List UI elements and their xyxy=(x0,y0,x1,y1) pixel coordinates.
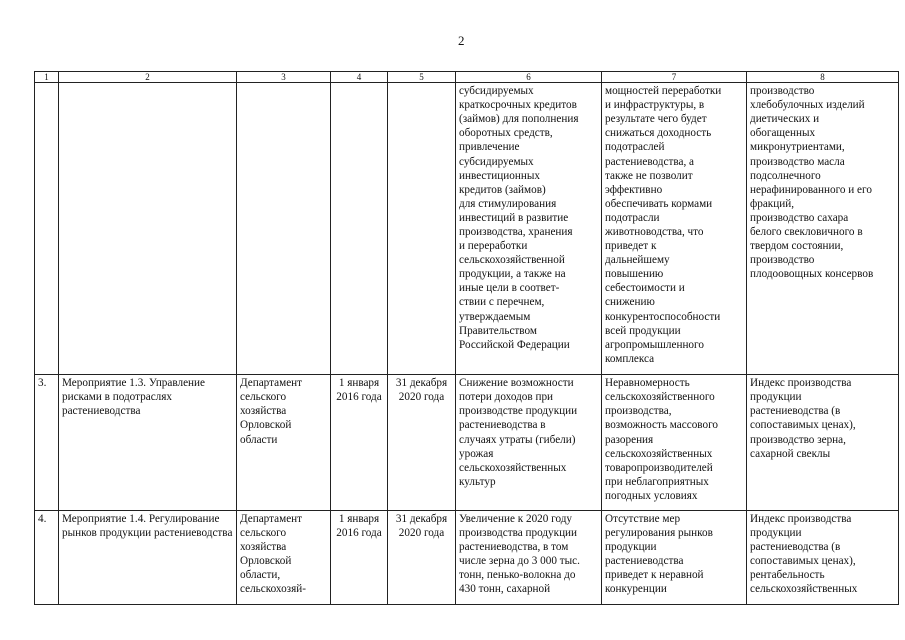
column-header: 1 xyxy=(35,72,59,83)
indicators: Индекс производства продукции растениеводства (в сопоставимых ценах), рентабельность сельскохозяйственных xyxy=(747,510,899,604)
measure-name: Мероприятие 1.4. Регулирование рынков продукции растениеводства xyxy=(59,510,237,604)
start-date: 1 января 2016 года xyxy=(331,375,388,511)
expected-result: Снижение возможности потери доходов при производстве продукции растениеводства в случаях утраты (гибели) урожая сельскохозяйственных культур xyxy=(456,375,602,511)
row-number: 4. xyxy=(35,510,59,604)
expected-result: Увеличение к 2020 году производства продукции растениеводства, в том числе зерна до 3 000 тыс. тонн, пенько-волокна до 430 тонн, сахарной xyxy=(456,510,602,604)
start-date: 1 января 2016 года xyxy=(331,510,388,604)
end-date: 31 декабря 2020 года xyxy=(388,375,456,511)
table-row xyxy=(35,83,899,375)
executor: Департамент сельского хозяйства Орловской области, сельскохозяй- xyxy=(237,510,331,604)
consequences: мощностей переработки и инфраструктуры, в результате чего будет снижаться доходность подотраслей растениеводства, а также не позволит эффективно обеспечивать кормами подотрасли животноводства, что приведет к дальнейшему повышению себестоимости и снижению конкурентоспособности всей продукции агропромышленного комплекса xyxy=(602,83,747,375)
column-header: 2 xyxy=(59,72,237,83)
column-header: 5 xyxy=(388,72,456,83)
table-row xyxy=(35,510,899,604)
table-header-row xyxy=(35,72,899,83)
column-header: 4 xyxy=(331,72,388,83)
row-number: 3. xyxy=(35,375,59,511)
consequences: Отсутствие мер регулирования рынков продукции растениеводства приведет к неравной конкуренции xyxy=(602,510,747,604)
start-date xyxy=(331,83,388,375)
expected-result: субсидируемых краткосрочных кредитов (займов) для пополнения оборотных средств, привлечение субсидируемых инвестиционных кредитов (займов) для стимулирования инвестиций в развитие производства, хранения и переработки сельскохозяйственной продукции, а также на иные цели в соответ- ствии с перечнем, утверждаемым Правительством Российской Федерации xyxy=(456,83,602,375)
column-header: 6 xyxy=(456,72,602,83)
row-number xyxy=(35,83,59,375)
end-date: 31 декабря 2020 года xyxy=(388,510,456,604)
end-date xyxy=(388,83,456,375)
consequences: Неравномерность сельскохозяйственного производства, возможность массового разорения сельскохозяйственных товаропроизводителей при неблагоприятных погодных условиях xyxy=(602,375,747,511)
measure-name: Мероприятие 1.3. Управление рисками в подотраслях растениеводства xyxy=(59,375,237,511)
indicators: Индекс производства продукции растениеводства (в сопоставимых ценах), производство зерна, сахарной свеклы xyxy=(747,375,899,511)
measures-table xyxy=(34,71,899,605)
column-header: 8 xyxy=(747,72,899,83)
column-header: 7 xyxy=(602,72,747,83)
measure-name xyxy=(59,83,237,375)
column-header: 3 xyxy=(237,72,331,83)
executor: Департамент сельского хозяйства Орловской области xyxy=(237,375,331,511)
table-row xyxy=(35,375,899,511)
page-number: 2 xyxy=(458,33,465,48)
indicators: производство хлебобулочных изделий диетических и обогащенных микронутриентами, производство масла подсолнечного нерафинированного и его фракций, производство сахара белого свекловичного в твердом состоянии, производство плодоовощных консервов xyxy=(747,83,899,375)
executor xyxy=(237,83,331,375)
